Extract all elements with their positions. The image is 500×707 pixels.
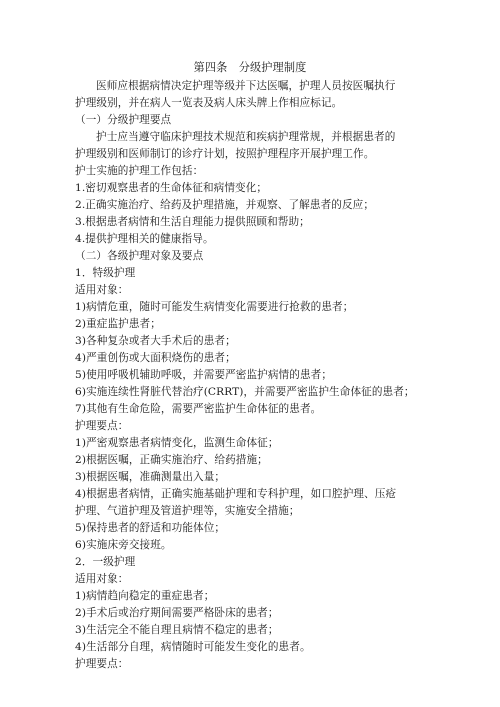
paragraph-line: 护理级别和医师制订的诊疗计划，按照护理程序开展护理工作。 xyxy=(75,148,375,160)
list-item: 2)根据医嘱，正确实施治疗、给药措施； xyxy=(75,454,268,466)
subsection-heading: 1．特级护理 xyxy=(75,267,136,279)
list-item: 2)手术后或治疗期间需要严格卧床的患者； xyxy=(75,607,279,619)
list-item: 2.正确实施治疗、给药及护理措施，并观察、了解患者的反应； xyxy=(75,199,375,211)
list-item: 1.密切观察患者的生命体征和病情变化； xyxy=(75,182,268,194)
list-item: 4)根据患者病情，正确实施基础护理和专科护理，如口腔护理、压疮 xyxy=(75,488,397,500)
applicable-label: 适用对象： xyxy=(75,284,129,296)
list-item: 4)生活部分自理，病情随时可能发生变化的患者。 xyxy=(75,641,311,653)
list-item: 1)病情趋向稳定的重症患者； xyxy=(75,590,215,602)
list-item: 3.根据患者病情和生活自理能力提供照顾和帮助； xyxy=(75,216,310,228)
points-label: 护理要点： xyxy=(75,420,129,432)
list-item: 6)实施床旁交接班。 xyxy=(75,539,172,551)
list-item: 4)严重创伤或大面积烧伤的患者； xyxy=(75,352,236,364)
list-item: 3)根据医嘱，准确测量出入量； xyxy=(75,471,226,483)
intro-line: 护理级别，并在病人一览表及病人床头牌上作相应标记。 xyxy=(75,97,343,109)
list-item: 6)实施连续性肾脏代替治疗(CRRT)，并需要严密监护生命体征的患者； xyxy=(75,386,415,398)
paragraph-line: 护士实施的护理工作包括： xyxy=(75,165,204,177)
document-title: 第四条 分级护理制度 xyxy=(193,61,307,74)
paragraph-line: 护士应当遵守临床护理技术规范和疾病护理常规，并根据患者的 xyxy=(96,131,396,143)
list-item: 4.提供护理相关的健康指导。 xyxy=(75,233,214,245)
list-item: 7)其他有生命危险，需要严密监护生命体征的患者。 xyxy=(75,403,322,415)
intro-line: 医师应根据病情决定护理等级并下达医嘱，护理人员按医嘱执行 xyxy=(96,80,396,92)
list-item: 5)使用呼吸机辅助呼吸，并需要严密监护病情的患者； xyxy=(75,369,333,381)
list-item: 3)生活完全不能自理且病情不稳定的患者； xyxy=(75,624,279,636)
list-item: 3)各种复杂或者大手术后的患者； xyxy=(75,335,236,347)
list-item: 2)重症监护患者； xyxy=(75,318,161,330)
points-label: 护理要点： xyxy=(75,658,129,670)
section-heading: （二）各级护理对象及要点 xyxy=(75,250,204,262)
list-item-continuation: 护理、气道护理及管道护理等，实施安全措施； xyxy=(75,505,300,517)
applicable-label: 适用对象： xyxy=(75,573,129,585)
list-item: 1)严密观察患者病情变化，监测生命体征； xyxy=(75,437,279,449)
subsection-heading: 2．一级护理 xyxy=(75,556,136,568)
section-heading: （一）分级护理要点 xyxy=(75,114,172,126)
list-item: 5)保持患者的舒适和功能体位； xyxy=(75,522,226,534)
list-item: 1)病情危重，随时可能发生病情变化需要进行抢救的患者； xyxy=(75,301,354,313)
